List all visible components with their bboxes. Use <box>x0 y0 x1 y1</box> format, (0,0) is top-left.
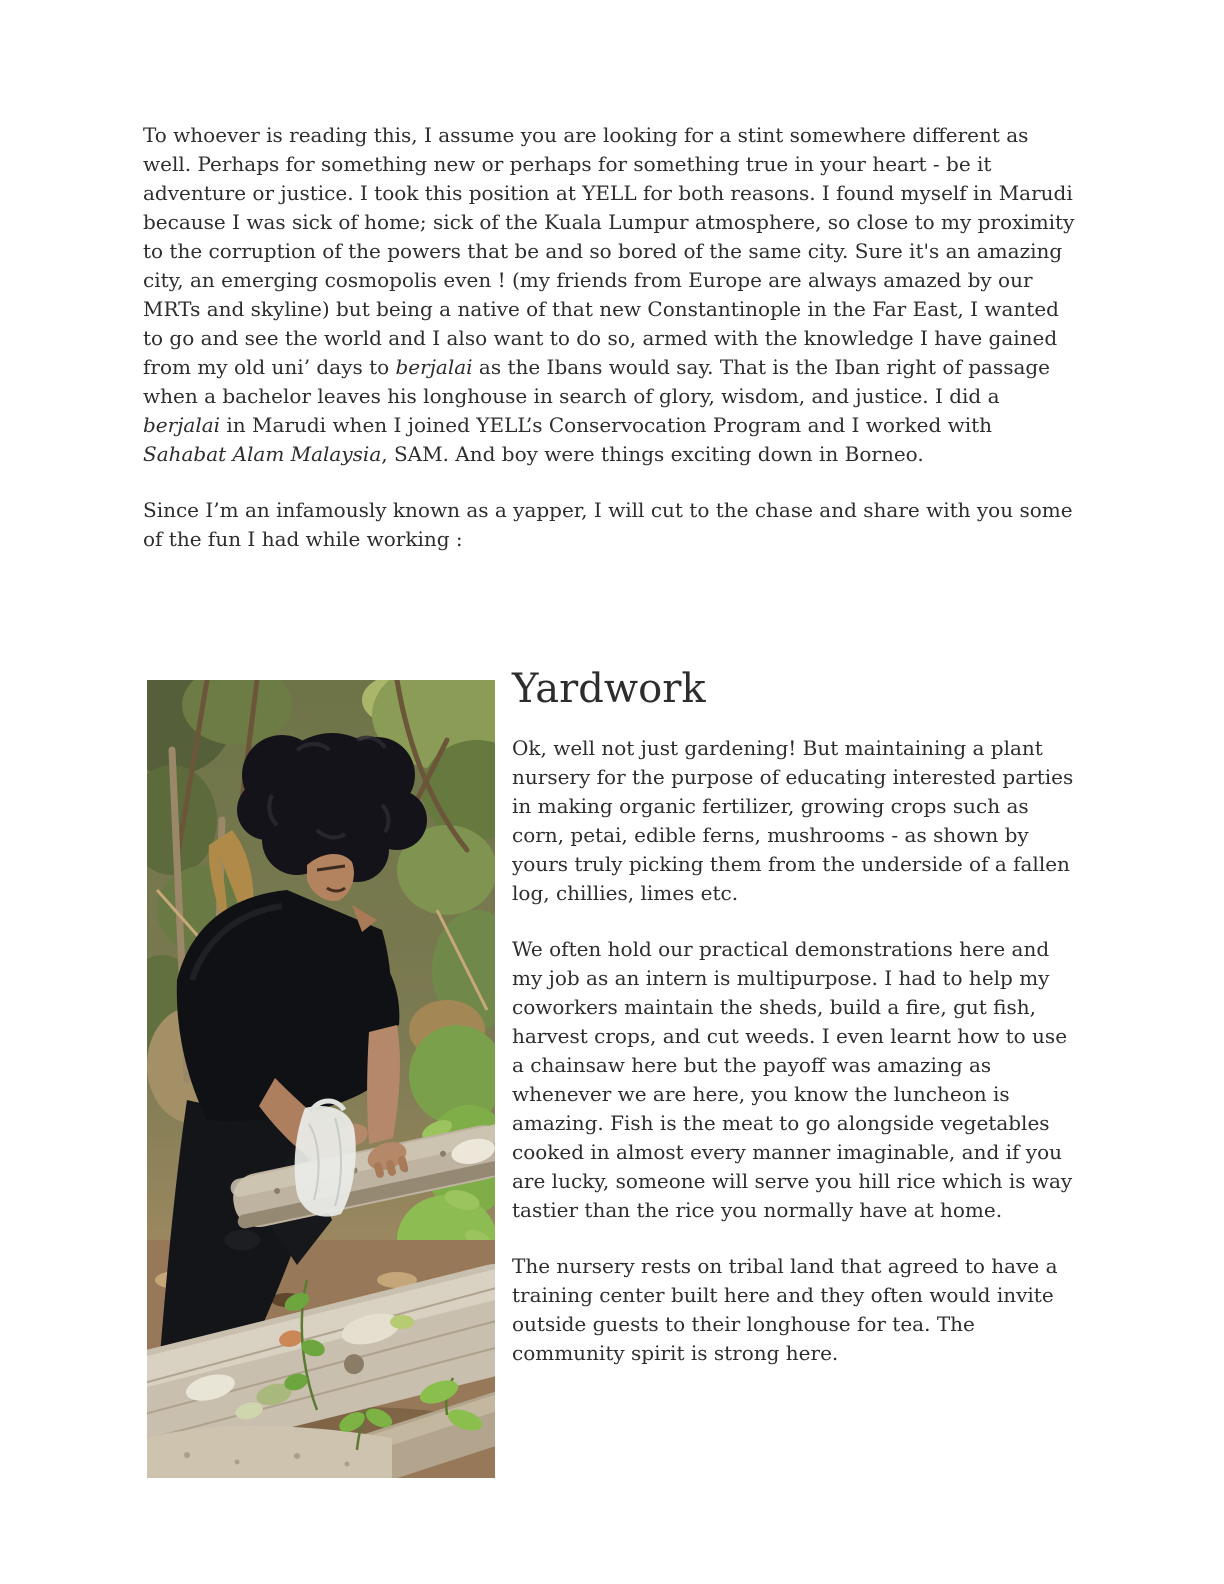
intro-section <box>143 121 1081 581</box>
photo-column <box>147 664 495 1478</box>
intro-paragraph-2: Since I’m an infamously known as a yapper, I will cut to the chase and share with you some of the fun I had while working : <box>143 498 1073 551</box>
yardwork-text-column <box>512 664 1079 1478</box>
yardwork-paragraph-1: Ok, well not just gardening! But maintaining a plant nursery for the purpose of educating interested parties in making organic fertilizer, growing crops such as corn, petai, edible ferns, mushrooms - as shown by yours truly picking them from the underside of a fallen log, chillies, limes etc. <box>512 736 1074 905</box>
intro-paragraph-1: To whoever is reading this, I assume you are looking for a stint somewhere different as well. Perhaps for something new or perhaps for something true in your heart - be it adventure or justice. I took this position at YELL for both reasons. I found myself in Marudi because I was sick of home; sick of the Kuala Lumpur atmosphere, so close to my proximity to the corruption of the powers that be and so bored of the same city. Sure it's an amazing city, an emerging cosmopolis even ! (my friends from Europe are always amazed by our MRTs and skyline) but being a native of that new Constantinople in the Far East, I wanted to go and see the world and I also want to do so, armed with the knowledge I have gained from my old uni’ days to berjalai as the Ibans would say. That is the Iban right of passage when a bachelor leaves his longhouse in search of glory, wisdom, and justice. I did a berjalai in Marudi when I joined YELL’s Conservocation Program and I worked with Sahabat Alam Malaysia, SAM. And boy were things exciting down in Borneo. <box>143 123 1075 466</box>
section-title: Yardwork <box>512 666 706 712</box>
yardwork-paragraph-3: The nursery rests on tribal land that agreed to have a training center built here and they often would invite outside guests to their longhouse for tea. The community spirit is strong here. <box>512 1254 1058 1365</box>
yardwork-section <box>147 664 1079 1478</box>
yardwork-paragraph-2: We often hold our practical demonstrations here and my job as an intern is multipurpose. I had to help my coworkers maintain the sheds, build a fire, gut fish, harvest crops, and cut weeds. I even learnt how to use a chainsaw here but the payoff was amazing as whenever we are here, you know the luncheon is amazing. Fish is the meat to go alongside vegetables cooked in almost every manner imaginable, and if you are lucky, someone will serve you hill rice which is way tastier than the rice you normally have at home. <box>512 937 1073 1222</box>
yardwork-photo <box>147 680 495 1478</box>
